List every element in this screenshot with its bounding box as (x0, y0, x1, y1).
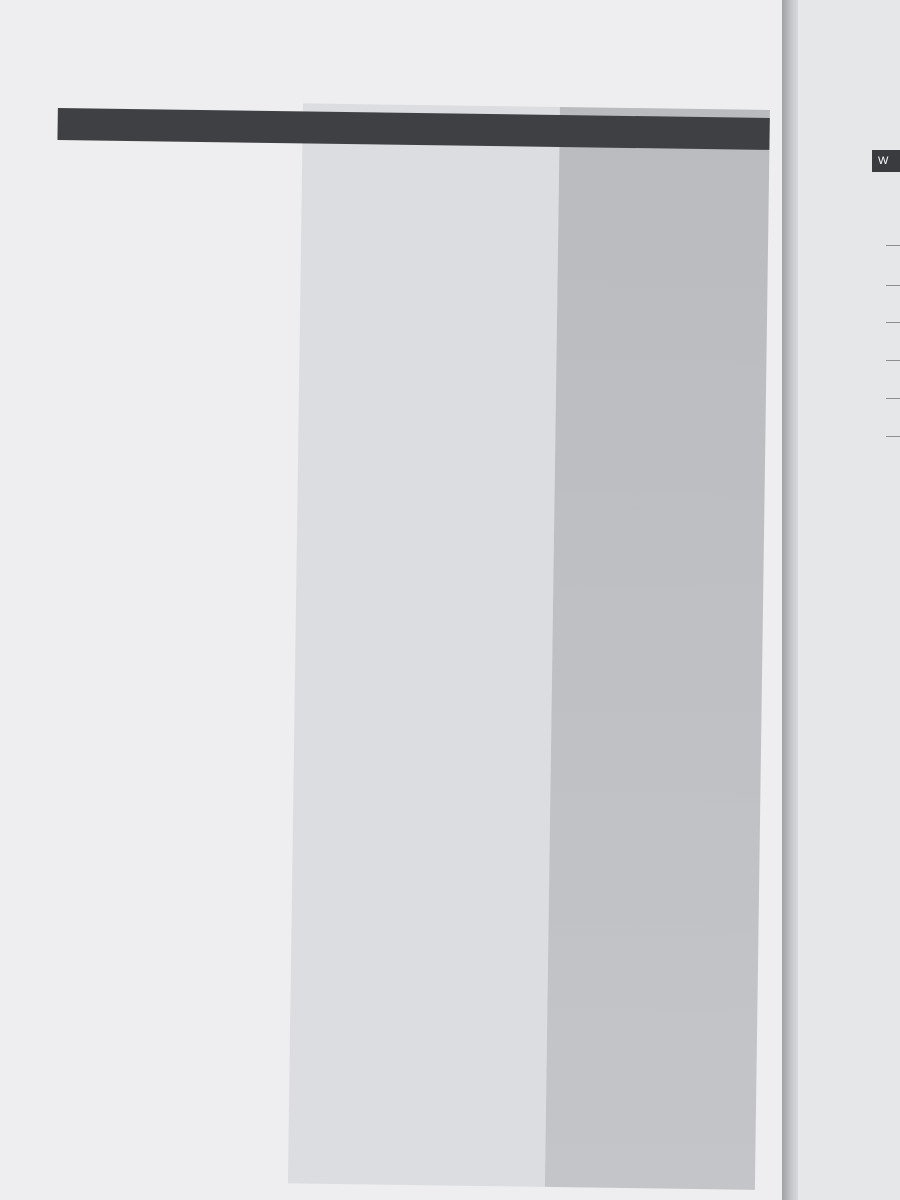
description-column-shade (288, 103, 560, 1186)
adjacent-page (798, 0, 900, 1200)
table-header-bar (57, 108, 769, 150)
language-column-shade (545, 107, 770, 1190)
adjacent-page-rule (886, 285, 900, 286)
adjacent-page-rule (886, 436, 900, 437)
table-header (57, 100, 769, 150)
adjacent-page-rule (886, 245, 900, 246)
contents-table (43, 100, 770, 1190)
adjacent-page-rule (886, 360, 900, 361)
adjacent-page-rule (886, 322, 900, 323)
adjacent-page-rule (886, 398, 900, 399)
adjacent-page-tab: W (872, 150, 900, 172)
book-gutter (782, 0, 798, 1200)
